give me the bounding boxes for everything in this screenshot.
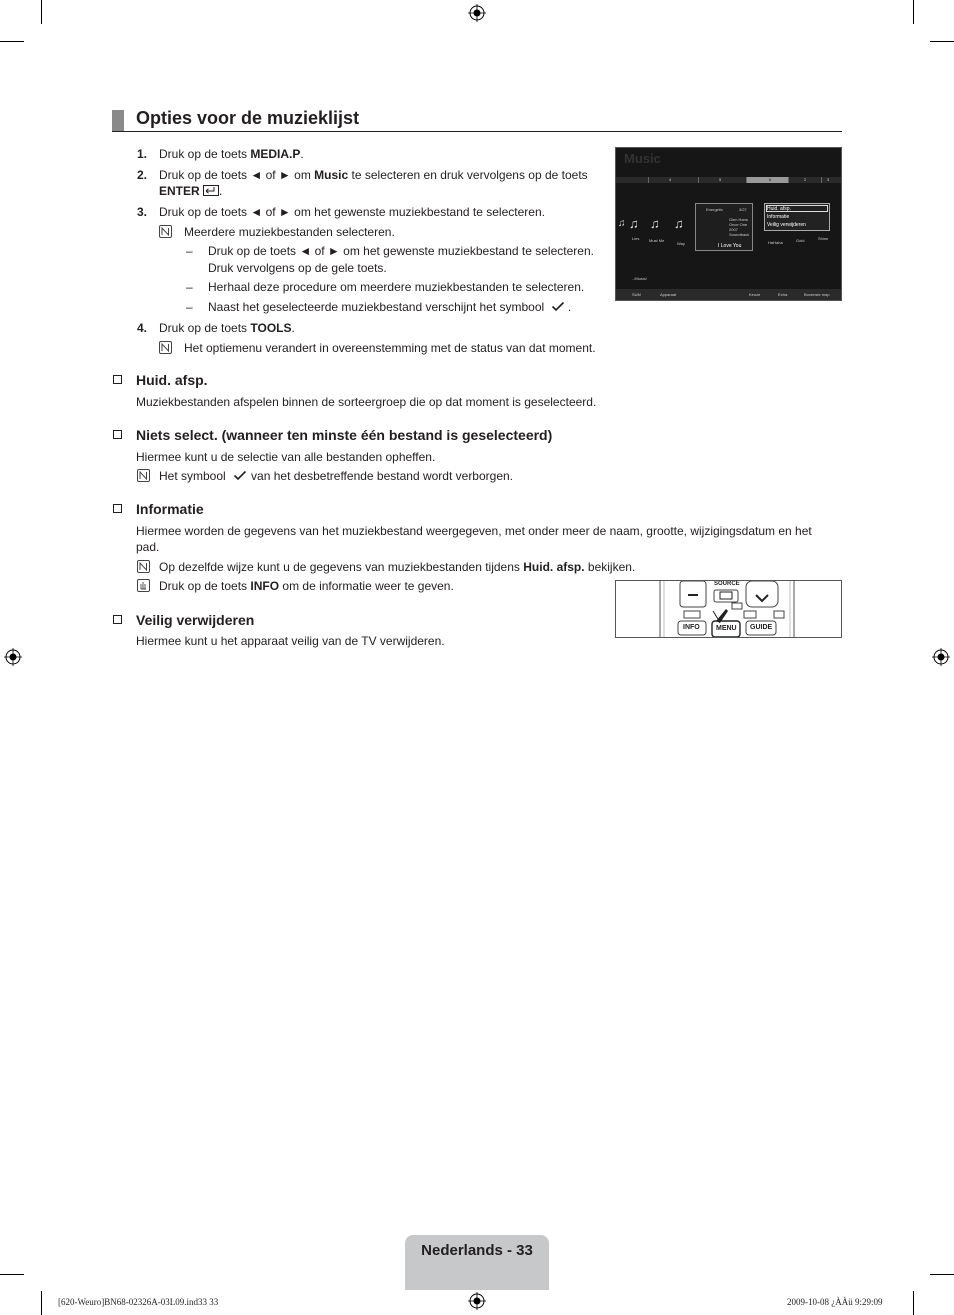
step-3-dash-3: Naast het geselecteerde muziekbestand verschijnt het symbool . — [208, 300, 572, 314]
step-4-note: Het optiemenu verandert in overeenstemming met de status van dat moment. — [184, 341, 596, 355]
section-body-veilig: Hiermee kunt u het apparaat veilig van de TV verwijderen. — [136, 634, 445, 648]
crop-mark — [930, 41, 954, 42]
tv-sort-selected — [746, 177, 788, 183]
dash: – — [186, 244, 193, 258]
note-icon — [137, 469, 150, 482]
music-note-icon: ♫ — [674, 216, 684, 231]
checkmark-icon — [551, 301, 565, 312]
step-number: 1. — [137, 147, 148, 161]
tv-sort-bar: 4 5 6 2 3 — [616, 177, 841, 183]
tv-track-label: Lies — [632, 236, 640, 241]
note-icon — [137, 560, 150, 573]
tv-menu-item[interactable]: Informatie — [767, 214, 790, 220]
remote-guide-button[interactable]: GUIDE — [750, 624, 773, 631]
step-2-text-line2: ENTER . — [159, 184, 223, 198]
section-body-huid: Muziekbestanden afspelen binnen de sorteergroep die op dat moment is geselecteerd. — [136, 395, 597, 409]
section-bullet — [113, 375, 122, 384]
page-title: Opties voor de muzieklijst — [136, 108, 360, 128]
step-number: 3. — [137, 205, 148, 219]
section-body-info-cont: pad. — [136, 540, 160, 554]
tv-track-label: Way — [677, 241, 685, 246]
crop-mark — [913, 1291, 914, 1315]
tv-track-label: HaHaha — [768, 240, 783, 245]
tv-bottom-bar: SUM Apparaat Keuze Extra Bovenste map — [616, 289, 841, 300]
music-note-icon: ♫ — [618, 218, 626, 229]
crop-mark — [0, 1274, 24, 1275]
heading-rule — [112, 131, 842, 132]
section-bullet — [113, 504, 122, 513]
step-1-text: Druk op de toets MEDIA.P. — [159, 147, 304, 161]
tv-path: ../Music/ — [632, 276, 647, 281]
tv-tools-menu — [764, 203, 830, 231]
step-3-text: Druk op de toets ◄ of ► om het gewenste muziekbestand te selecteren. — [159, 205, 545, 219]
heading-bar — [112, 110, 124, 132]
crop-mark — [41, 1291, 42, 1315]
step-3-note: Meerdere muziekbestanden selecteren. — [184, 225, 395, 239]
section-bullet — [113, 615, 122, 624]
section-note-info-1: Op dezelfde wijze kunt u de gegevens van muziekbestanden tijdens Huid. afsp. bekijken. — [159, 560, 636, 574]
tv-track-label: Must Me — [649, 238, 665, 243]
checkmark-icon — [233, 470, 247, 481]
dash: – — [186, 280, 193, 294]
tv-track-label: Shine — [818, 236, 829, 241]
step-3-dash-1: Druk op de toets ◄ of ► om het gewenste muziekbestand te selecteren. — [208, 244, 594, 258]
step-number: 2. — [137, 168, 148, 182]
section-body-info: Hiermee worden de gegevens van het muziekbestand weergegeven, met onder meer de naam, grootte, wijzigingsdatum en het — [136, 524, 812, 538]
section-note-niets: Het symbool van het desbetreffende bestand wordt verborgen. — [159, 469, 514, 483]
remote-menu-button[interactable]: MENU — [716, 625, 737, 632]
tv-menu-item[interactable]: Veilig verwijderen — [767, 222, 806, 228]
section-bullet — [113, 430, 122, 439]
music-note-icon: ♫ — [650, 216, 660, 231]
section-title-info: Informatie — [136, 501, 204, 517]
step-3-dash-1-cont: Druk vervolgens op de gele toets. — [208, 261, 387, 275]
section-title-niets: Niets select. (wanneer ten minste één bestand is geselecteerd) — [136, 427, 553, 443]
dash: – — [186, 300, 193, 314]
print-slug-right: 2009-10-08 ¿ÀÀü 9:29:09 — [787, 1297, 883, 1307]
section-title-huid: Huid. afsp. — [136, 372, 208, 388]
section-title-veilig: Veilig verwijderen — [136, 612, 255, 628]
note-icon — [159, 341, 172, 354]
remote-hand-icon — [137, 579, 150, 592]
remote-info-button[interactable]: INFO — [683, 624, 700, 631]
step-number: 4. — [137, 321, 148, 335]
step-3-dash-2: Herhaal deze procedure om meerdere muziekbestanden te selecteren. — [208, 280, 585, 294]
section-body-niets: Hiermee kunt u de selectie van alle bestanden opheffen. — [136, 450, 436, 464]
section-note-info-2: Druk op de toets INFO om de informatie weer te geven. — [159, 579, 454, 593]
enter-icon — [203, 185, 219, 196]
registration-mark-icon — [4, 648, 22, 666]
print-slug-left: [620-Weuro]BN68-02326A-03L09.ind33 33 — [58, 1297, 219, 1307]
crop-mark — [41, 0, 42, 24]
step-4-text: Druk op de toets TOOLS. — [159, 321, 295, 335]
registration-mark-icon — [468, 4, 486, 22]
tv-track-label: Gold — [796, 238, 805, 243]
note-icon — [159, 225, 172, 238]
crop-mark — [930, 1274, 954, 1275]
registration-mark-icon — [468, 1292, 486, 1310]
step-2-text: Druk op de toets ◄ of ► om Music te selecteren en druk vervolgens op de toets — [159, 168, 588, 182]
crop-mark — [0, 41, 24, 42]
remote-control-illustration — [615, 580, 842, 638]
registration-mark-icon — [932, 648, 950, 666]
music-note-icon: ♫ — [629, 216, 639, 231]
tv-music-screen — [615, 147, 842, 301]
tv-title: Music — [624, 151, 661, 166]
crop-mark — [913, 0, 914, 24]
tv-file-popup: Energetic 3/27 Glen Hans Once One 2007 Soundtrack I Love You — [695, 203, 753, 251]
page-number: Nederlands - 33 — [421, 1242, 533, 1259]
remote-source-label: SOURCE — [714, 581, 740, 587]
tv-menu-item[interactable]: Huid. afsp. — [767, 206, 791, 212]
